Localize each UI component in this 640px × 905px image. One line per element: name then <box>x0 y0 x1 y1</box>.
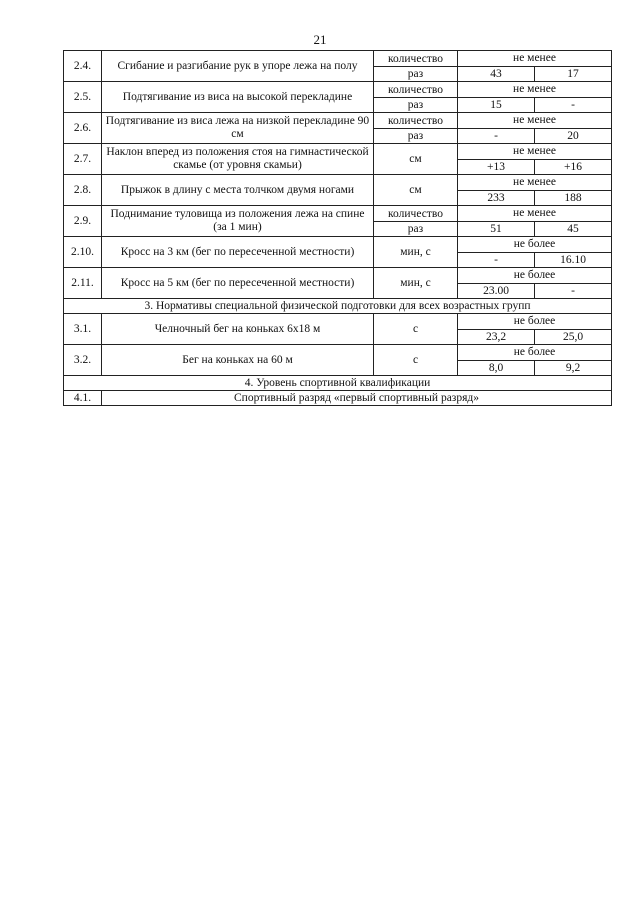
row-number: 3.1. <box>64 314 102 345</box>
norm-value-2: 20 <box>567 130 579 142</box>
table-row <box>64 268 612 299</box>
unit-cell <box>374 82 458 113</box>
unit-top: количество <box>374 83 457 98</box>
row-number: 4.1. <box>64 391 102 406</box>
norm-cell <box>458 314 612 345</box>
section-header-row <box>64 376 612 391</box>
row-number: 2.6. <box>64 113 102 144</box>
norm-value-2: - <box>571 99 575 111</box>
unit-top: количество <box>374 207 457 222</box>
norm-value-1: +13 <box>458 160 535 174</box>
unit-cell <box>374 206 458 237</box>
exercise-name: Кросс на 3 км (бег по пересеченной местности) <box>102 237 374 268</box>
table-row <box>64 113 612 144</box>
row-number: 2.7. <box>64 144 102 175</box>
norm-condition: не менее <box>458 51 611 67</box>
row-number: 2.9. <box>64 206 102 237</box>
unit-cell: с <box>374 314 458 345</box>
norm-value-2: 25,0 <box>562 331 584 343</box>
norm-cell <box>458 113 612 144</box>
exercise-name: Кросс на 5 км (бег по пересеченной местности) <box>102 268 374 299</box>
norm-cell <box>458 82 612 113</box>
norm-value-1: 51 <box>458 222 535 236</box>
norm-cell <box>458 51 612 82</box>
page-number: 21 <box>313 32 327 47</box>
exercise-name: Прыжок в длину с места толчком двумя ногами <box>102 175 374 206</box>
table-row <box>64 175 612 206</box>
norm-value-2: 9,2 <box>565 362 581 374</box>
norm-value-1: 23,2 <box>458 330 535 344</box>
table-row <box>64 206 612 237</box>
norm-value-2: 45 <box>567 223 579 235</box>
norm-condition: не более <box>458 314 611 330</box>
norm-value-1: 43 <box>458 67 535 81</box>
norm-value-2: 17 <box>567 68 579 80</box>
section-header-row <box>64 299 612 314</box>
norm-cell <box>458 345 612 376</box>
unit-cell: см <box>374 144 458 175</box>
row-number: 3.2. <box>64 345 102 376</box>
norm-condition: не более <box>458 345 611 361</box>
norm-condition: не менее <box>458 144 611 160</box>
norm-value-2: 188 <box>564 192 582 204</box>
norm-condition: не более <box>458 268 611 284</box>
exercise-name: Наклон вперед из положения стоя на гимнастической скамье (от уровня скамьи) <box>102 144 374 175</box>
norm-cell <box>458 206 612 237</box>
norm-value-1: - <box>458 253 535 267</box>
norm-cell <box>458 175 612 206</box>
unit-cell: мин, с <box>374 268 458 299</box>
qualification-name: Спортивный разряд «первый спортивный разряд» <box>102 391 612 406</box>
norm-condition: не менее <box>458 113 611 129</box>
row-number: 2.8. <box>64 175 102 206</box>
section-3-title: 3. Нормативы специальной физической подготовки для всех возрастных групп <box>64 299 612 314</box>
norm-cell <box>458 268 612 299</box>
unit-bottom: раз <box>407 67 424 80</box>
unit-cell <box>374 51 458 82</box>
row-number: 2.5. <box>64 82 102 113</box>
norm-value-2: 16.10 <box>560 254 586 266</box>
exercise-name: Челночный бег на коньках 6х18 м <box>102 314 374 345</box>
unit-bottom: раз <box>407 129 424 142</box>
norm-value-2: - <box>571 285 575 297</box>
exercise-name: Бег на коньках на 60 м <box>102 345 374 376</box>
norm-value-1: 15 <box>458 98 535 112</box>
table-row <box>64 391 612 406</box>
unit-cell: с <box>374 345 458 376</box>
row-number: 2.10. <box>64 237 102 268</box>
exercise-name: Поднимание туловища из положения лежа на спине (за 1 мин) <box>102 206 374 237</box>
row-number: 2.11. <box>64 268 102 299</box>
norm-value-1: 23.00 <box>458 284 535 298</box>
norm-condition: не менее <box>458 82 611 98</box>
norm-value-1: 8,0 <box>458 361 535 375</box>
norm-value-1: 233 <box>458 191 535 205</box>
norm-condition: не менее <box>458 175 611 191</box>
table-row <box>64 144 612 175</box>
exercise-name: Сгибание и разгибание рук в упоре лежа на полу <box>102 51 374 82</box>
section-4-title: 4. Уровень спортивной квалификации <box>64 376 612 391</box>
table-row <box>64 51 612 82</box>
norm-cell <box>458 144 612 175</box>
norm-value-2: +16 <box>564 161 582 173</box>
unit-bottom: раз <box>407 222 424 235</box>
unit-cell <box>374 113 458 144</box>
exercise-name: Подтягивание из виса лежа на низкой перекладине 90 см <box>102 113 374 144</box>
table-row <box>64 314 612 345</box>
norm-condition: не более <box>458 237 611 253</box>
norm-condition: не менее <box>458 206 611 222</box>
exercise-name: Подтягивание из виса на высокой перекладине <box>102 82 374 113</box>
unit-cell: см <box>374 175 458 206</box>
table-row <box>64 237 612 268</box>
unit-top: количество <box>374 52 457 67</box>
norms-table <box>63 50 612 406</box>
unit-cell: мин, с <box>374 237 458 268</box>
table-row <box>64 345 612 376</box>
unit-bottom: раз <box>407 98 424 111</box>
norm-cell <box>458 237 612 268</box>
table-row <box>64 82 612 113</box>
norm-value-1: - <box>458 129 535 143</box>
row-number: 2.4. <box>64 51 102 82</box>
unit-top: количество <box>374 114 457 129</box>
